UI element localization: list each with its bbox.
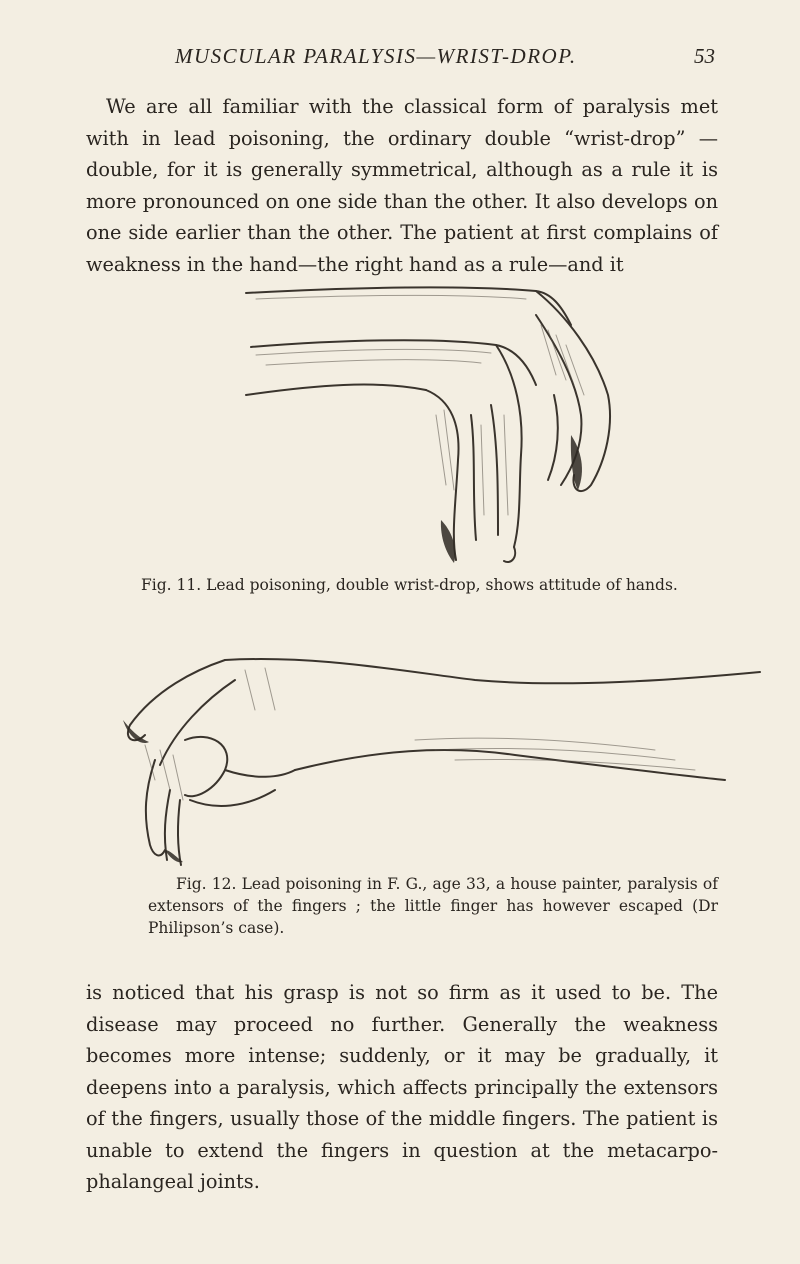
figure-11-wrist-drop-illustration: [236, 285, 626, 567]
hand-extensor-paralysis-drawing: [115, 650, 765, 870]
figure-11-caption: Fig. 11. Lead poisoning, double wrist-drop, shows attitude of hands.: [141, 576, 678, 594]
paragraph-bottom: is noticed that his grasp is not so firm as it used to be. The disease may proceed no further. Generally the weakness becomes more intense; suddenly, or it may be gradually, it deepens into a paralysis, which affects principally the extensors of the fingers, usually those of the middle fingers. The patient is unable to extend the fingers in question at the metacarpo-phalangeal joints.: [86, 981, 718, 1193]
hands-wrist-drop-drawing: [236, 285, 626, 567]
page-number: 53: [694, 44, 715, 68]
paragraph-top: We are all familiar with the classical form of paralysis met with in lead poisoning, the ordinary double “wrist-drop” —double, for it is generally symmetrical, although as a rule it is more pronounced on one side than the other. It also develops on one side earlier than the other. The patient at first complains of weakness in the hand—the right hand as a rule—and it: [86, 95, 718, 276]
figure-12-extensor-paralysis-illustration: [115, 650, 765, 870]
running-head: MUSCULAR PARALYSIS—WRIST-DROP.: [175, 44, 577, 68]
figure-12-caption: Fig. 12. Lead poisoning in F. G., age 33, a house painter, paralysis of extensors of the fingers ; the little finger has however escaped (Dr Philipson’s case).: [148, 875, 718, 937]
